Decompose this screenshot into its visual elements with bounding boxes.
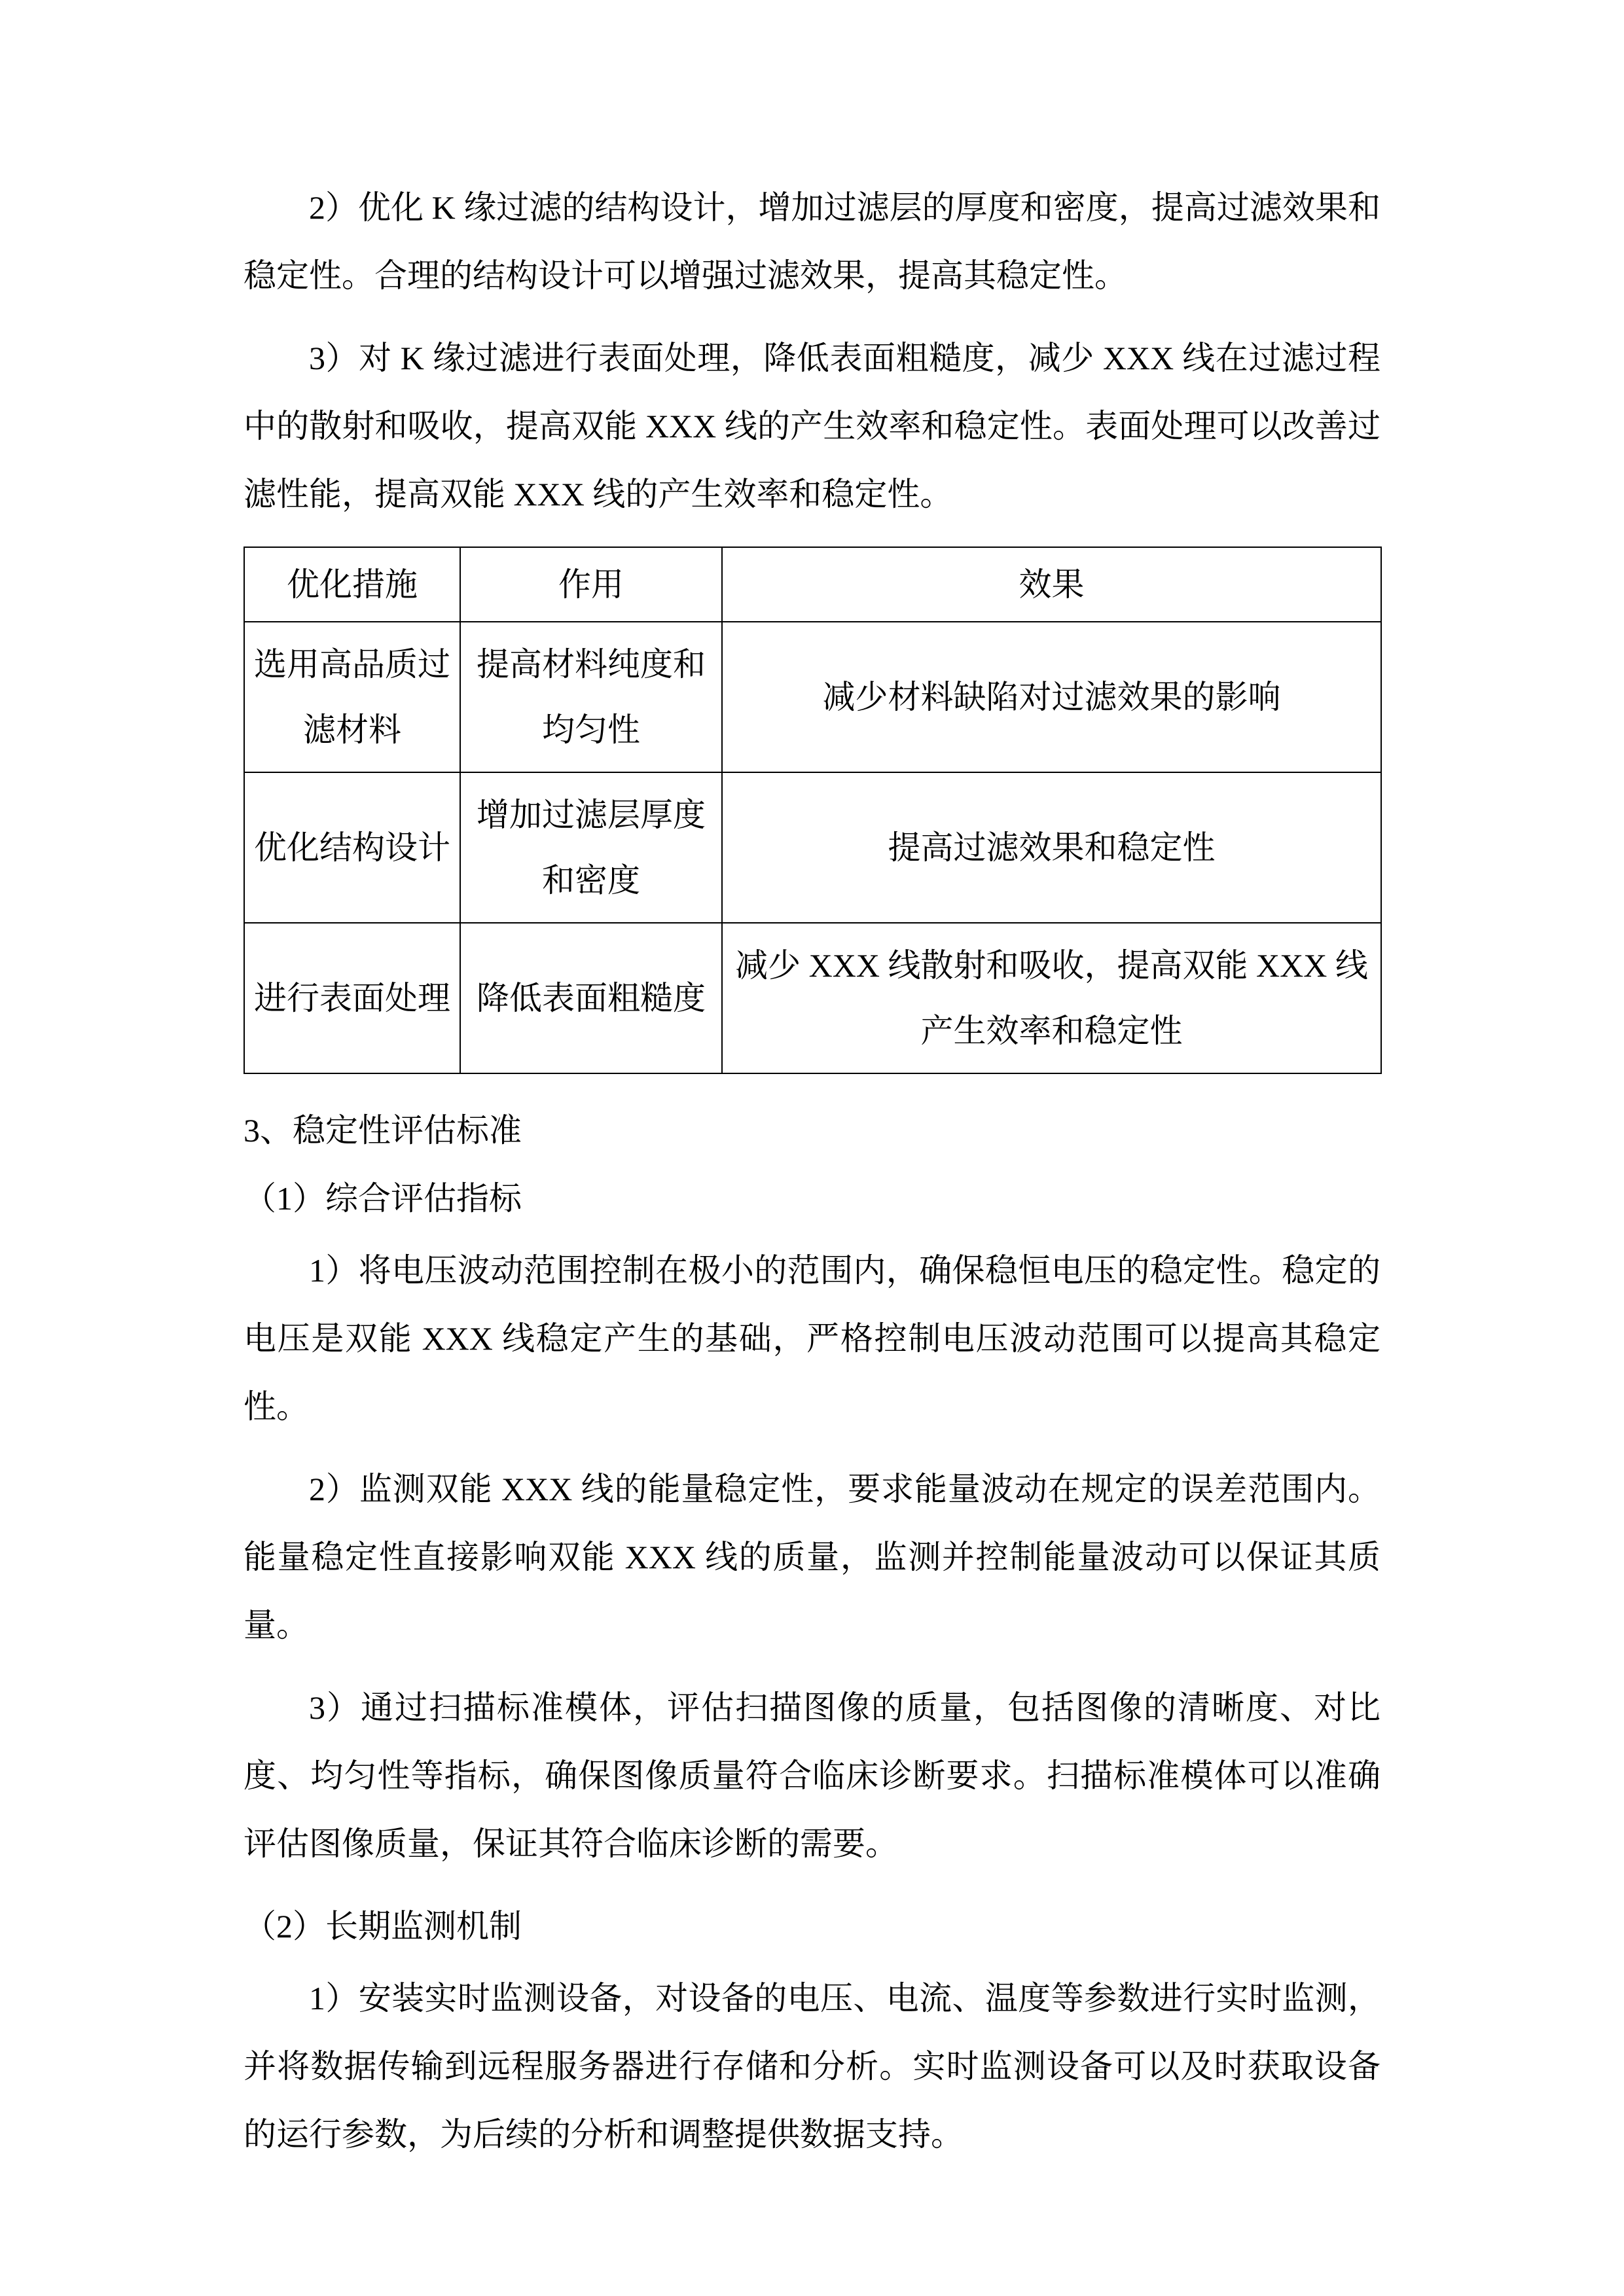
paragraph-surface-treatment: 3）对 K 缘过滤进行表面处理，降低表面粗糙度，减少 XXX 线在过滤过程中的散射和吸收，提高双能 XXX 线的产生效率和稳定性。表面处理可以改善过滤性能，提高双能 XXX 线的产生效率和稳定性。	[244, 340, 1380, 512]
table-row	[244, 772, 1381, 923]
table-cell: 提高材料纯度和均匀性	[460, 622, 722, 772]
section-heading-stability-criteria: 3、稳定性评估标准	[244, 1112, 522, 1149]
table-header-function: 作用	[460, 547, 722, 622]
table-cell: 减少材料缺陷对过滤效果的影响	[722, 622, 1381, 772]
optimization-measures-table	[244, 547, 1382, 1074]
table-header-measure: 优化措施	[244, 547, 460, 622]
paragraph-optimize-structure: 2）优化 K 缘过滤的结构设计，增加过滤层的厚度和密度，提高过滤效果和稳定性。合理的结构设计可以增强过滤效果，提高其稳定性。	[244, 189, 1380, 294]
table-row	[244, 923, 1381, 1073]
table-cell: 优化结构设计	[244, 772, 460, 923]
subheading-longterm-monitoring: （2）长期监测机制	[244, 1908, 522, 1945]
paragraph-realtime-monitoring: 1）安装实时监测设备，对设备的电压、电流、温度等参数进行实时监测，并将数据传输到远程服务器进行存储和分析。实时监测设备可以及时获取设备的运行参数，为后续的分析和调整提供数据支持。	[244, 1980, 1380, 2153]
table-cell: 选用高品质过滤材料	[244, 622, 460, 772]
subheading-comprehensive-indicators: （1）综合评估指标	[244, 1180, 522, 1217]
table-cell: 降低表面粗糙度	[460, 923, 722, 1073]
paragraph-voltage-control: 1）将电压波动范围控制在极小的范围内，确保稳恒电压的稳定性。稳定的电压是双能 XXX 线稳定产生的基础，严格控制电压波动范围可以提高其稳定性。	[244, 1252, 1380, 1425]
table-cell: 增加过滤层厚度和密度	[460, 772, 722, 923]
table-cell: 提高过滤效果和稳定性	[722, 772, 1381, 923]
paragraph-phantom-scanning: 3）通过扫描标准模体，评估扫描图像的质量，包括图像的清晰度、对比度、均匀性等指标，确保图像质量符合临床诊断要求。扫描标准模体可以准确评估图像质量，保证其符合临床诊断的需要。	[244, 1689, 1380, 1862]
table-cell: 进行表面处理	[244, 923, 460, 1073]
table-row	[244, 622, 1381, 772]
paragraph-energy-monitoring: 2）监测双能 XXX 线的能量稳定性，要求能量波动在规定的误差范围内。能量稳定性直接影响双能 XXX 线的质量，监测并控制能量波动可以保证其质量。	[244, 1471, 1380, 1643]
table-cell: 减少 XXX 线散射和吸收，提高双能 XXX 线产生效率和稳定性	[722, 923, 1381, 1073]
table-header-row	[244, 547, 1381, 622]
table-header-effect: 效果	[722, 547, 1381, 622]
